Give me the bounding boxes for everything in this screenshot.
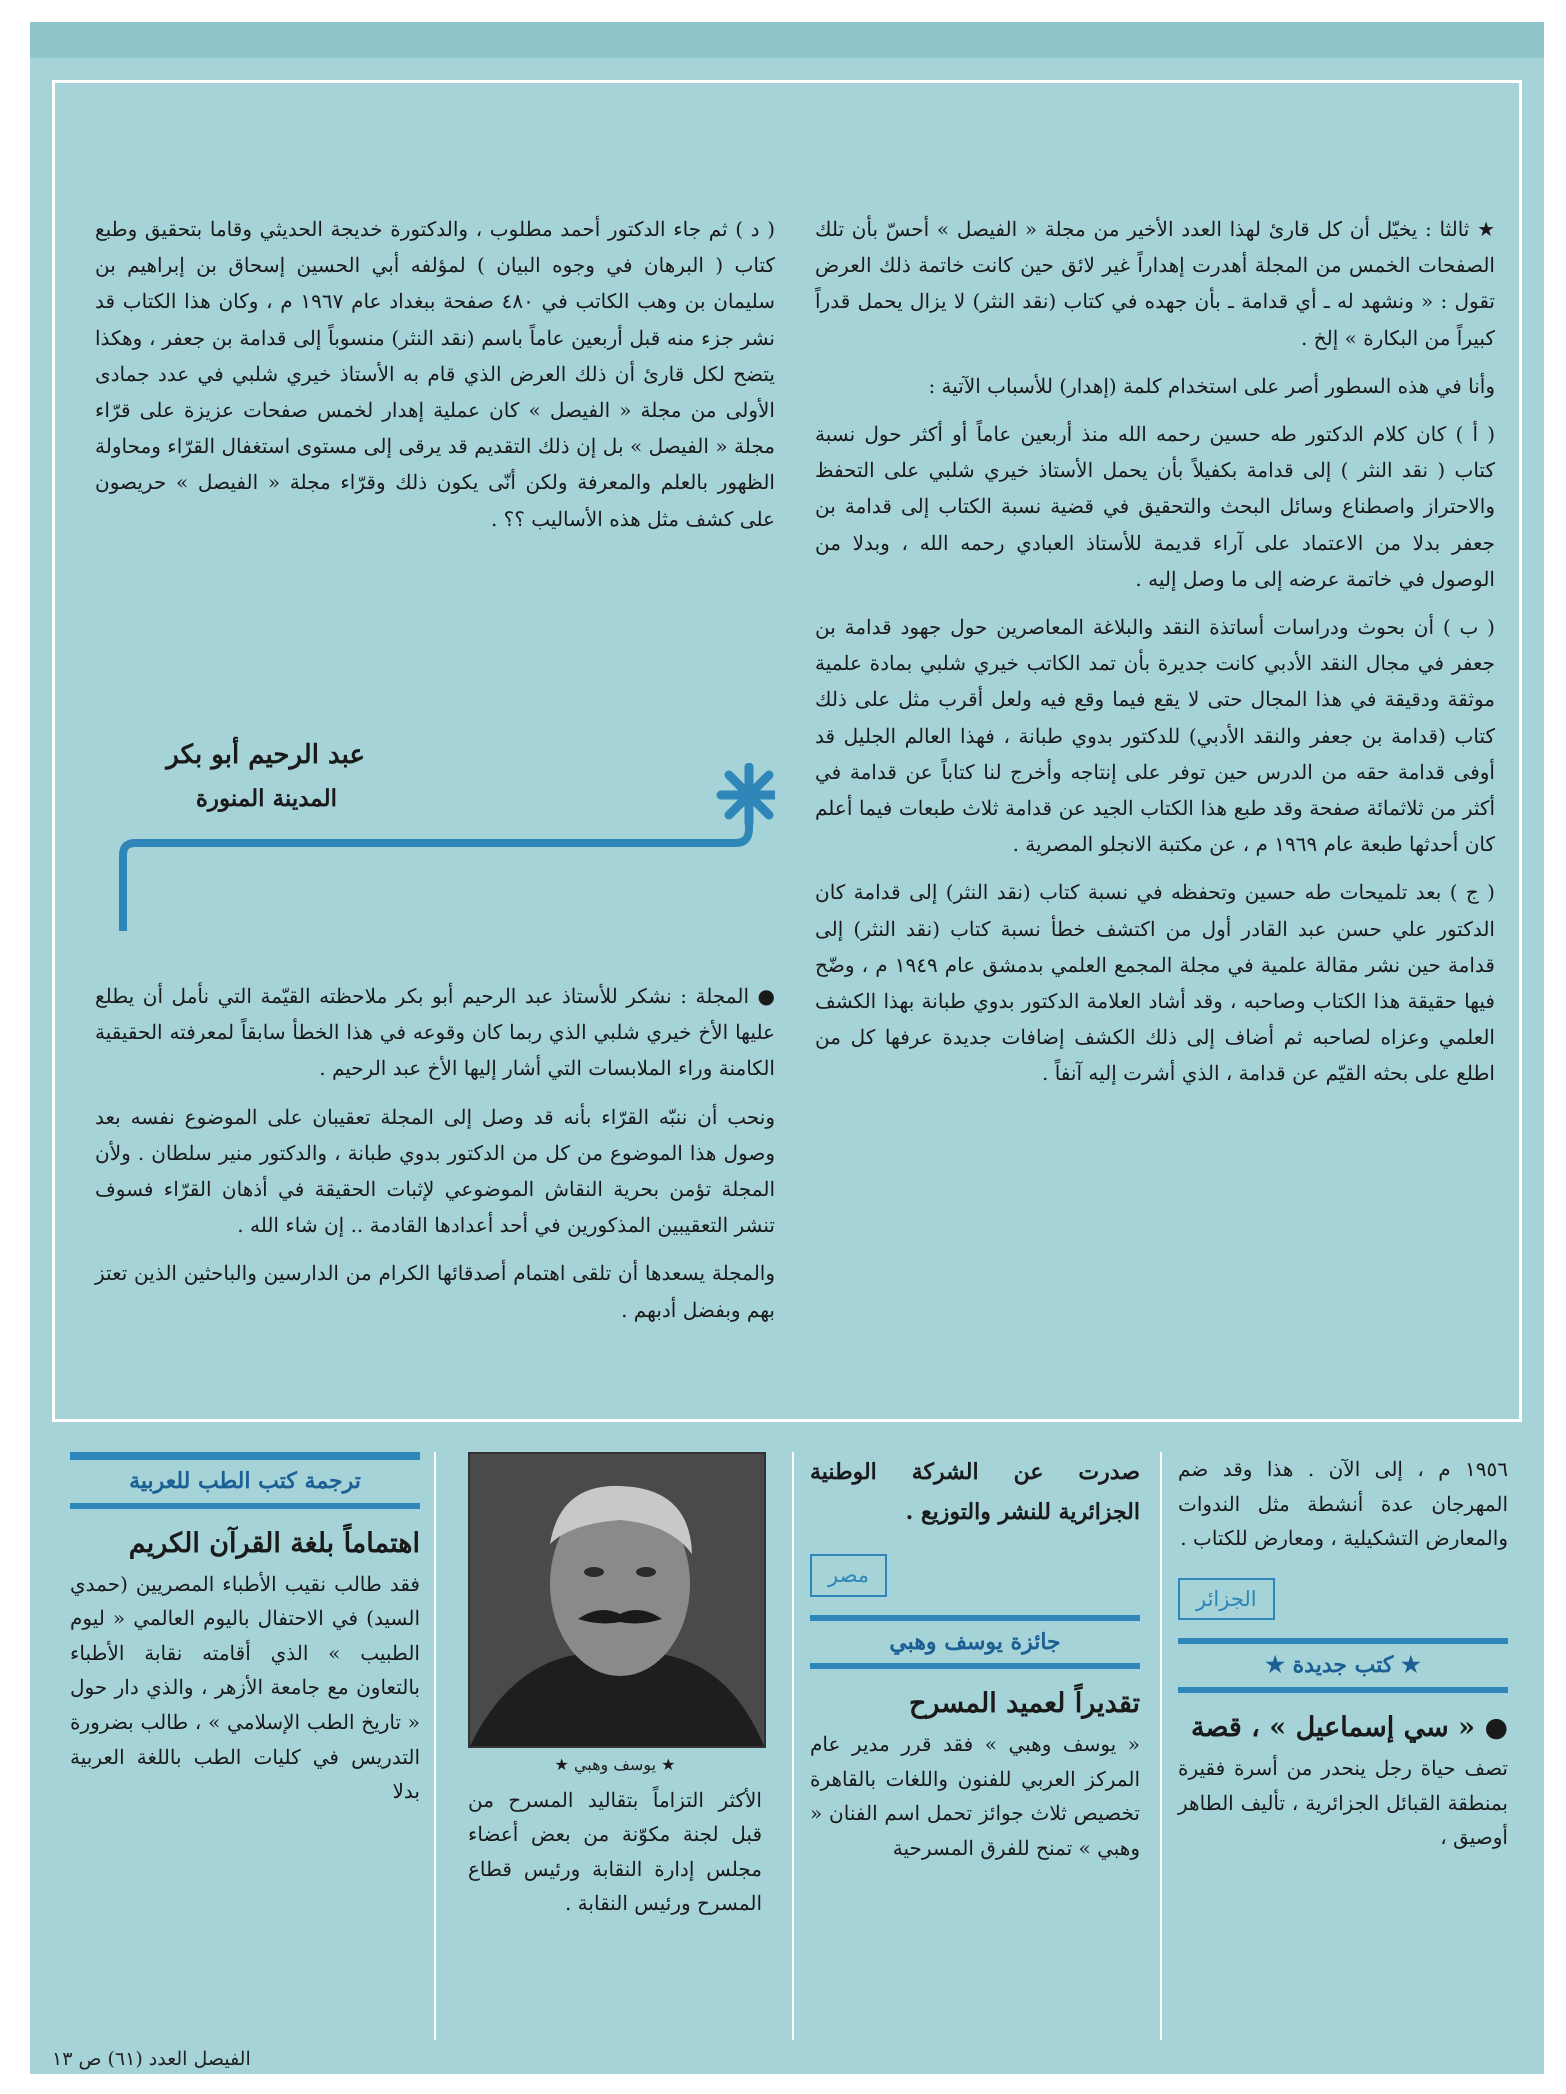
photo-caption: ★ يوسف وهبي ★ (554, 1755, 676, 1774)
news-column-medicine (70, 1452, 420, 1809)
paragraph: ( د ) ثم جاء الدكتور أحمد مطلوب ، والدكتورة خديجة الحديثي وقاما بتحقيق وطبع كتاب ( البرهان في وجوه البيان ) لمؤلفه أبي الحسين إسحاق بن إبراهيم بن سليمان بن وهب الكاتب في ٤٨٠ صفحة ببغداد عام ١٩٦٧ م ، وكان هذا الكتاب قد نشر جزء منه قبل أربعين عاماً باسم (نقد النثر) منسوباً إلى قدامة بن جعفر ، وهكذا يتضح لكل قارئ أن ذلك العرض الذي قام به الأستاذ خيري شلبي في عدد جمادى الأولى من مجلة « الفيصل » كان عملية إهدار لخمس صفحات عزيزة على قرّاء مجلة « الفيصل » بل إن ذلك التقديم قد يرقى إلى مستوى استغفال القرّاء ومحاولة الظهور بالعلم والمعرفة ولكن أنّى يكون ذلك وقرّاء مجلة « الفيصل » حريصون على كشف مثل هذه الأساليب ؟؟ . (95, 217, 775, 531)
editor-note (95, 978, 775, 1340)
news-section (52, 1452, 1522, 2040)
news-headline: ● « سي إسماعيل » ، قصة (1190, 1711, 1508, 1743)
news-column-egypt (810, 1452, 1140, 1866)
paragraph: والمجلة يسعدها أن تلقى اهتمام أصدقائها الكرام من الدارسين والباحثين الذين تعتز بهم وبفضل أدبهم . (95, 1261, 775, 1322)
top-bar (30, 22, 1544, 58)
letter-article (52, 80, 1522, 1422)
paragraph: تصف حياة رجل ينحدر من أسرة فقيرة بمنطقة القبائل الجزائرية ، تأليف الطاهر أوصيق ، (1178, 1755, 1508, 1850)
column-divider (1160, 1452, 1162, 2040)
news-column-algeria (1178, 1452, 1508, 1855)
article-right-column (815, 211, 1495, 1104)
portrait-photo (468, 1452, 766, 1748)
paragraph: ★ ثالثا : يخيّل أن كل قارئ لهذا العدد الأخير من مجلة « الفيصل » أحسّ بأن تلك الصفحات الخمس من المجلة أهدرت إهداراً غير لائق حين كانت خاتمة ذلك العرض تقول : « ونشهد له ـ أي قدامة ـ بأن جهده في كتاب (نقد النثر) لا يزال يحمل قدراً كبيراً من البكارة » إلخ . (815, 217, 1495, 350)
paragraph: ( ج ) بعد تلميحات طه حسين وتحفظه في نسبة كتاب (نقد النثر) إلى قدامة كان الدكتور علي حسن عبد القادر أول من اكتشف خطأ نسبة كتاب (نقد النثر) إلى قدامة حين نشر مقالة علمية في مجلة المجمع العلمي بدمشق عام ١٩٤٩ م ، وضّح فيها حقيقة هذا الكتاب وصاحبه ، وقد أشاد العلامة الدكتور بدوي طبانة بهذا الكشف العلمي وعزاه لصاحبه ثم أضاف إلى ذلك الكشف إضافات جديدة عرفها كل من اطلع على بحثه القيّم عن قدامة ، الذي أشرت إليه آنفاً . (815, 880, 1495, 1086)
asterisk-icon (721, 767, 775, 823)
column-divider (792, 1452, 794, 2040)
paragraph: « يوسف وهبي » فقد قرر مدير عام المركز العربي للفنون واللغات بالقاهرة تخصيص ثلاث جوائز تحمل اسم الفنان « وهبي » تمنح للفرق المسرحية (810, 1732, 1140, 1860)
paragraph: ( ب ) أن بحوث ودراسات أساتذة النقد والبلاغة المعاصرين حول جهود قدامة بن جعفر في مجال النقد الأدبي كانت جديرة بأن تمد الكاتب خيري شلبي بمادة علمية موثقة ودقيقة في هذا المجال حتى لا يقع فيما وقع فيه ولعل أقرب مثل على ذلك كتاب (قدامة بن جعفر والنقد الأدبي) للدكتور بدوي طبانة ، فهذا العالم الجليل قد أوفى قدامة حقه من الدرس حين توفر على إنتاجه وأخرج لنا كتاباً عن قدامة في أكثر من ثلاثمائة صفحة وقد طبع هذا الكتاب الجيد عن قدامة ثلاث طبعات فيما أعلم كان أحدثها طبعة عام ١٩٦٩ م ، عن مكتبة الانجلو المصرية . (815, 615, 1495, 857)
magazine-page (30, 22, 1544, 2074)
section-heading: جائزة يوسف وهبي (810, 1615, 1140, 1670)
paragraph: ١٩٥٦ م ، إلى الآن . هذا وقد ضم المهرجان عدة أنشطة مثل الندوات والمعارض التشكيلية ، ومعارض للكتاب . (1178, 1457, 1508, 1551)
news-headline: اهتماماً بلغة القرآن الكريم (128, 1527, 420, 1559)
country-tag: مصر (810, 1554, 887, 1597)
paragraph: وأنا في هذه السطور أصر على استخدام كلمة (إهدار) للأسباب الآتية : (928, 373, 1495, 398)
column-divider (434, 1452, 436, 2040)
article-left-column (95, 211, 775, 549)
paragraph: صدرت عن الشركة الوطنية الجزائرية للنشر والتوزيع . (810, 1459, 1140, 1525)
author-city: المدينة المنورة (195, 785, 337, 812)
paragraph: الأكثر التزاماً بتقاليد المسرح من قبل لجنة مكوّنة من بعض أعضاء مجلس إدارة النقابة ورئيس قطاع المسرح ورئيس النقابة . (468, 1787, 762, 1916)
section-heading: ★ كتب جديدة ★ (1178, 1638, 1508, 1693)
paragraph: ونحب أن ننبّه القرّاء بأنه قد وصل إلى المجلة تعقيبان على الموضوع نفسه بعد وصول هذا الموضوع من كل من الدكتور بدوي طبانة ، والدكتور منير سلطان . ولأن المجلة تؤمن بحرية النقاش الموضوعي لإثبات الحقيقة في أذهان القرّاء فسوف تنشر التعقيبين المذكورين في أحد أعدادها القادمة .. إن شاء الله . (95, 1104, 775, 1238)
news-column-photo (468, 1748, 762, 1921)
author-name: عبد الرحيم أبو بكر (166, 740, 365, 770)
decorative-star-line (115, 763, 775, 933)
portrait-illustration (470, 1454, 764, 1746)
paragraph: فقد طالب نقيب الأطباء المصريين (حمدي السيد) في الاحتفال باليوم العالمي « ليوم الطبيب » الذي أقامته نقابة الأطباء بالتعاون مع جامعة الأزهر ، والذي دار حول « تاريخ الطب الإسلامي » ، طالب بضرورة التدريس في كليات الطب باللغة العربية بدلا (70, 1571, 420, 1804)
paragraph: ( أ ) كان كلام الدكتور طه حسين رحمه الله منذ أربعين عاماً أو أكثر حول نسبة كتاب ( نقد النثر ) إلى قدامة بكفيلاً بأن يحمل الأستاذ خيري شلبي على التحفظ والاحتراز واصطناع وسائل البحث والتحقيق في قضية نسبة الكتاب إلى قدامة بن جعفر بدلا من الاعتماد على آراء قديمة للأستاذ العبادي رحمه الله ، وبدلا من الوصول في خاتمة عرضه إلى ما وصل إليه . (815, 422, 1495, 591)
section-heading: ترجمة كتب الطب للعربية (70, 1452, 420, 1509)
country-tag: الجزائر (1178, 1578, 1275, 1621)
page-footer: الفيصل العدد (٦١) ص ١٣ (52, 2048, 251, 2070)
paragraph: ● المجلة : نشكر للأستاذ عبد الرحيم أبو بكر ملاحظته القيّمة التي نأمل أن يطلع عليها الأخ خيري شلبي الذي ربما كان وقوعه في هذا الخطأ سابقاً لمعرفته الحقيقية الكامنة وراء الملابسات التي أشار إليها الأخ عبد الرحيم . (95, 984, 775, 1081)
news-headline: تقديراً لعميد المسرح (909, 1688, 1140, 1720)
